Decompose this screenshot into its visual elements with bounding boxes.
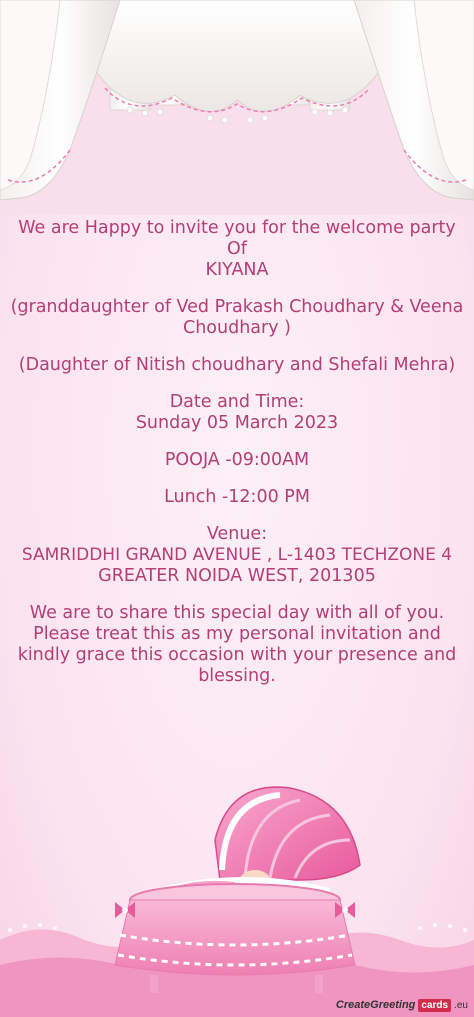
of-text: Of bbox=[227, 239, 247, 259]
granddaughter-line-2: Choudhary ) bbox=[183, 318, 291, 338]
brand-box: cards bbox=[418, 999, 451, 1012]
child-name: KIYANA bbox=[205, 260, 269, 280]
daughter-line: (Daughter of Nitish choudhary and Shefali Mehra) bbox=[18, 355, 456, 375]
invitation-text bbox=[0, 218, 474, 687]
curtain-illustration bbox=[0, 0, 474, 215]
datetime-label: Date and Time: bbox=[169, 392, 305, 412]
brand-watermark bbox=[336, 997, 468, 1013]
pooja-time: POOJA -09:00AM bbox=[164, 450, 310, 470]
granddaughter-line-1: (granddaughter of Ved Prakash Choudhary & Veena bbox=[10, 297, 464, 317]
cradle-illustration bbox=[0, 770, 474, 1017]
brand-text: CreateGreeting bbox=[335, 999, 416, 1011]
closing-line-2: Please treat this as my personal invitation and bbox=[33, 624, 441, 644]
event-date: Sunday 05 March 2023 bbox=[135, 413, 339, 433]
lunch-time: Lunch -12:00 PM bbox=[164, 487, 310, 507]
brand-suffix: .eu bbox=[454, 999, 468, 1011]
venue-line-2: GREATER NOIDA WEST, 201305 bbox=[98, 566, 376, 586]
intro-text: We are Happy to invite you for the welcome party bbox=[18, 218, 456, 238]
venue-label: Venue: bbox=[206, 524, 268, 544]
closing-line-4: blessing. bbox=[198, 666, 276, 686]
closing-line-1: We are to share this special day with all of you. bbox=[29, 603, 445, 623]
venue-line-1: SAMRIDDHI GRAND AVENUE , L-1403 TECHZONE 4 bbox=[21, 545, 453, 565]
closing-line-3: kindly grace this occasion with your presence and bbox=[17, 645, 457, 665]
